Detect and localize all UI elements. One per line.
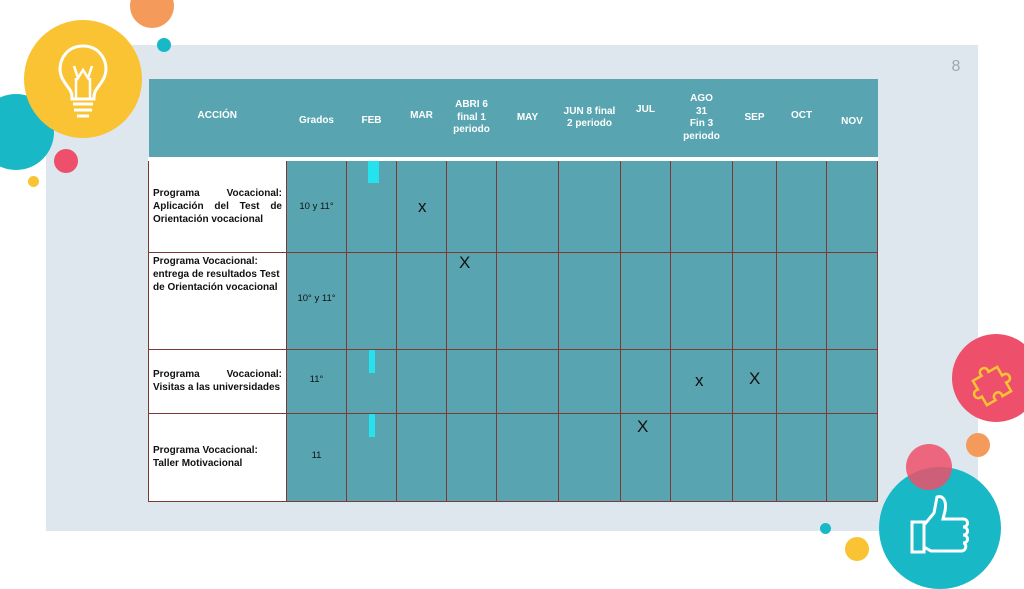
row-action: Programa Vocacional: Visitas a las universidades bbox=[149, 350, 287, 414]
cyan-marker bbox=[369, 414, 375, 437]
col-jul: JUL bbox=[621, 79, 671, 159]
row-action: Programa Vocacional: Taller Motivacional bbox=[149, 414, 287, 502]
table-row bbox=[149, 253, 878, 350]
col-abr bbox=[447, 79, 497, 159]
col-jun-line2: 2 periodo bbox=[566, 118, 612, 129]
col-ago-line1: AGO bbox=[690, 93, 713, 104]
cell-sep bbox=[733, 350, 777, 414]
cell-jul bbox=[621, 414, 671, 502]
cell-mar bbox=[397, 414, 447, 502]
cell-nov bbox=[827, 350, 878, 414]
col-ago bbox=[671, 79, 733, 159]
col-sep: SEP bbox=[733, 79, 777, 159]
cell-abr bbox=[447, 159, 497, 253]
table-row bbox=[149, 159, 878, 253]
cell-ago bbox=[671, 159, 733, 253]
col-grados: Grados bbox=[287, 79, 347, 159]
cell-mar bbox=[397, 253, 447, 350]
mark-x: X bbox=[637, 417, 649, 437]
cell-jul bbox=[621, 350, 671, 414]
cell-feb bbox=[347, 253, 397, 350]
row-grados: 10° y 11° bbox=[287, 253, 347, 350]
col-accion: ACCIÓN bbox=[149, 79, 287, 159]
cell-ago bbox=[671, 414, 733, 502]
cell-feb bbox=[347, 350, 397, 414]
col-may: MAY bbox=[497, 79, 559, 159]
deco-circle-yellow-left bbox=[28, 176, 39, 187]
page-number: 8 bbox=[951, 58, 961, 75]
cell-ago bbox=[671, 350, 733, 414]
col-ago-line4: periodo bbox=[683, 130, 720, 142]
cell-jun bbox=[559, 414, 621, 502]
cell-nov bbox=[827, 159, 878, 253]
mark-x: X bbox=[459, 253, 471, 273]
col-ago-line3: Fin 3 bbox=[689, 118, 714, 129]
mark-x: X bbox=[749, 369, 761, 389]
cell-sep bbox=[733, 414, 777, 502]
schedule-table bbox=[148, 79, 877, 502]
cell-may bbox=[497, 350, 559, 414]
deco-circle-teal-small bbox=[157, 38, 171, 52]
col-jun-line1: JUN 8 final bbox=[563, 105, 616, 117]
cell-jun bbox=[559, 350, 621, 414]
cyan-marker bbox=[368, 161, 379, 183]
col-abr-line2: final 1 bbox=[457, 111, 486, 123]
cell-may bbox=[497, 159, 559, 253]
cell-oct bbox=[777, 253, 827, 350]
mark-x: x bbox=[418, 197, 427, 216]
lightbulb-icon bbox=[24, 20, 142, 138]
cell-ago bbox=[671, 253, 733, 350]
row-action: Programa Vocacional: Aplicación del Test de Orientación vocacional bbox=[149, 159, 287, 253]
row-grados: 10 y 11° bbox=[287, 159, 347, 253]
cell-oct bbox=[777, 350, 827, 414]
deco-circle-orange-right bbox=[966, 433, 990, 457]
cell-sep bbox=[733, 159, 777, 253]
cell-jul bbox=[621, 253, 671, 350]
cell-mar bbox=[397, 350, 447, 414]
col-nov: NOV bbox=[827, 79, 878, 159]
cell-nov bbox=[827, 414, 878, 502]
cell-jun bbox=[559, 253, 621, 350]
cell-feb bbox=[347, 414, 397, 502]
col-oct: OCT bbox=[777, 79, 827, 159]
cell-abr bbox=[447, 253, 497, 350]
cell-mar bbox=[397, 159, 447, 253]
cell-abr bbox=[447, 414, 497, 502]
row-grados: 11 bbox=[287, 414, 347, 502]
col-abr-line3: periodo bbox=[453, 124, 490, 136]
cell-oct bbox=[777, 414, 827, 502]
deco-circle-pink-left bbox=[54, 149, 78, 173]
cell-oct bbox=[777, 159, 827, 253]
deco-circle-yellow-bottom bbox=[845, 537, 869, 561]
row-action: Programa Vocacional: entrega de resultados Test de Orientación vocacional bbox=[149, 253, 287, 350]
cell-may bbox=[497, 414, 559, 502]
deco-circle-teal-tiny bbox=[820, 523, 831, 534]
cell-may bbox=[497, 253, 559, 350]
deco-circle-pink-right bbox=[906, 444, 952, 490]
cell-jul bbox=[621, 159, 671, 253]
mark-x: x bbox=[695, 371, 704, 391]
cell-sep bbox=[733, 253, 777, 350]
col-ago-line2: 31 bbox=[695, 105, 708, 117]
cell-abr bbox=[447, 350, 497, 414]
cyan-marker bbox=[369, 350, 375, 373]
table-row bbox=[149, 414, 878, 502]
cell-jun bbox=[559, 159, 621, 253]
col-abr-line1: ABRI 6 bbox=[455, 99, 488, 111]
puzzle-icon bbox=[952, 334, 1024, 422]
col-mar: MAR bbox=[397, 79, 447, 159]
row-grados: 11° bbox=[287, 350, 347, 414]
header-row bbox=[149, 79, 878, 159]
cell-nov bbox=[827, 253, 878, 350]
cell-feb bbox=[347, 159, 397, 253]
col-jun bbox=[559, 79, 621, 159]
col-feb: FEB bbox=[347, 79, 397, 159]
table-row bbox=[149, 350, 878, 414]
